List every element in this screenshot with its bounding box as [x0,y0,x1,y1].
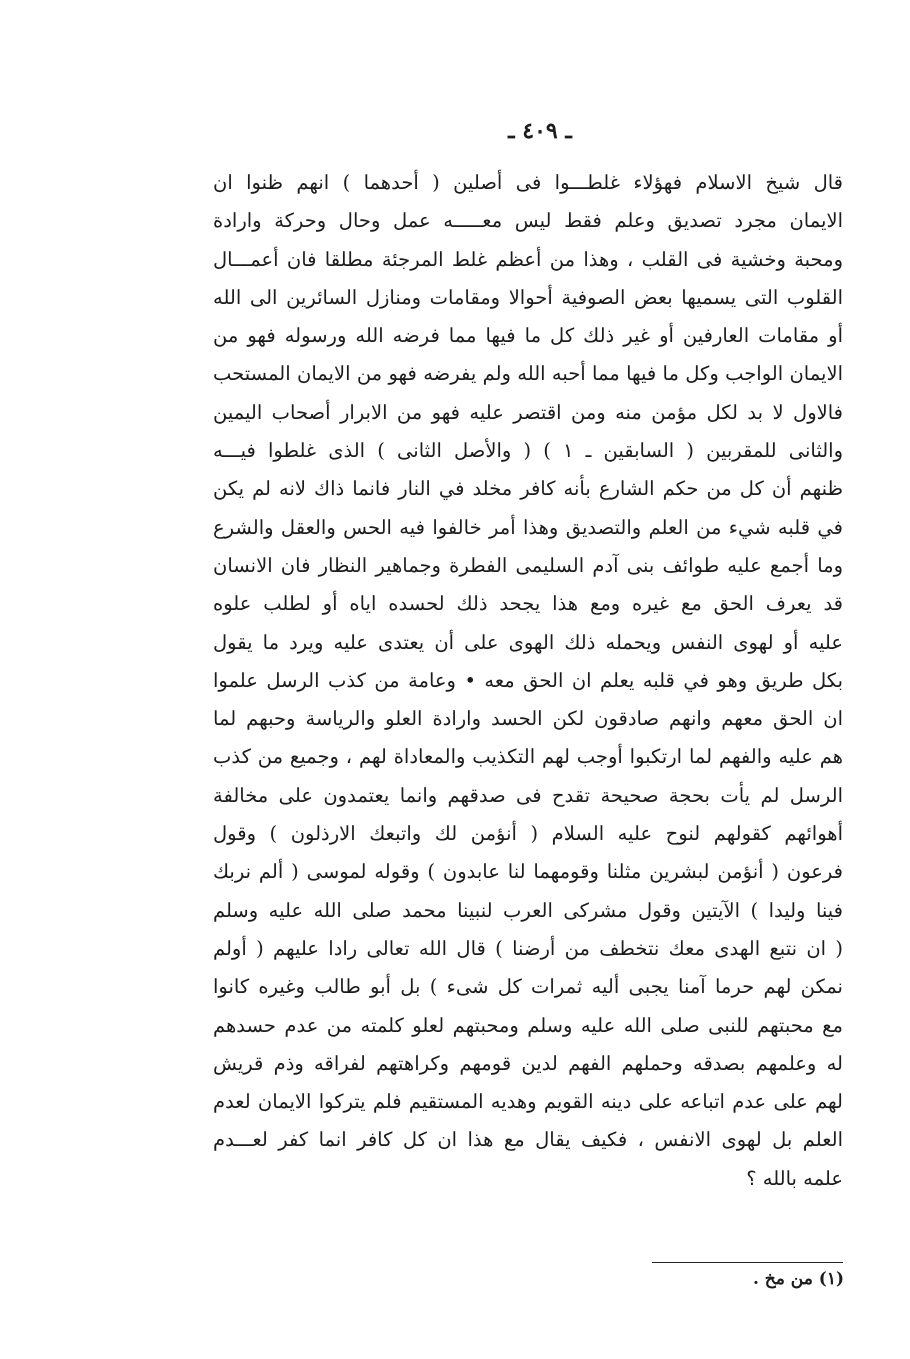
text-line: أو مقامات العارفين أو غير ذلك كل ما فيها مما فرضه الله ورسوله فهو من [213,324,843,348]
text-line: قد يعرف الحق مع غيره ومع هذا يجحد ذلك لحسده اياه أو لطلب علوه [213,592,843,616]
text-line: الايمان الواجب وكل ما فيها مما أحبه الله ولم يفرضه فهو من الايمان المستحب [213,362,843,386]
text-line: فالاول لا بد لكل مؤمن منه ومن اقتصر عليه فهو من الابرار أصحاب اليمين [213,400,843,424]
text-line: ومحبة وخشية فى القلب ، وهذا من أعظم غلط المرجئة مطلقا فان أعمـــال [213,247,843,271]
text-line: ( ان نتبع الهدى معك نتخطف من أرضنا ) قال الله تعالى رادا عليهم ( أولم [213,936,843,960]
text-line: لهم على عدم اتباعه على دينه القويم وهديه المستقيم فلم يتركوا الايمان لعدم [213,1090,843,1114]
text-line: مع محبتهم للنبى صلى الله عليه وسلم ومحبتهم لعلو كلمته من عدم حسدهم [213,1013,843,1037]
text-line: والثانى للمقربين ( السابقين ـ ١ ) ( والأصل الثانى ) الذى غلطوا فيـــه [213,439,843,463]
text-line: الرسل لم يأت بحجة صحيحة تقدح فى صدقهم وانما يعتمدون على مخالفة [213,783,843,807]
body-text [213,164,843,1198]
text-line: ظنهم أن كل من حكم الشارع بأنه كافر مخلد في النار فانما ذاك لانه لم يكن [213,477,843,501]
text-line: نمكن لهم حرما آمنا يجبى أليه ثمرات كل شىء ) بل أبو طالب وغيره كانوا [213,975,843,999]
footnote: (١) من مخ . [752,1269,844,1289]
text-line: القلوب التى يسميها بعض الصوفية أحوالا ومقامات ومنازل السائرين الى الله [213,285,843,309]
text-line: فرعون ( أنؤمن لبشرين مثلنا وقومهما لنا عابدون ) وقوله لموسى ( ألم نربك [213,860,843,884]
text-line: فينا وليدا ) الآيتين وقول مشركى العرب لنبينا محمد صلى الله عليه وسلم [213,898,843,922]
text-line: أهوائهم كقولهم لنوح عليه السلام ( أنؤمن لك واتبعك الارذلون ) وقول [213,822,843,846]
text-line: وما أجمع عليه طوائف بنى آدم السليمى الفطرة وجماهير النظار فان الانسان [213,553,843,577]
text-line-final: علمه بالله ؟ [746,1166,843,1190]
text-line: في قلبه شيء من العلم والتصديق وهذا أمر خالفوا فيه الحس والعقل والشرع [213,515,843,539]
text-line: العلم بل لهوى الانفس ، فكيف يقال مع هذا ان كل كافر انما كفر لعـــدم [213,1128,843,1152]
text-line: هم عليه والفهم لما ارتكبوا أوجب لهم التكذيب والمعاداة لهم ، وجميع من كذب [213,745,843,769]
text-line: له وعلمهم بصدقه وحملهم الفهم لدين قومهم وكراهتهم لفراقه وذم قريش [213,1051,843,1075]
footnote-divider [652,1262,843,1263]
text-line: عليه أو لهوى النفس ويحمله ذلك الهوى على أن يعتدى عليه ويرد ما يقول [213,630,843,654]
text-line: بكل طريق وهو في قلبه يعلم ان الحق معه • وعامة من كذب الرسل علموا [213,668,843,692]
text-line: ان الحق معهم وانهم صادقون لكن الحسد وارادة العلو والرياسة وحبهم لما [213,707,843,731]
text-line: الايمان مجرد تصديق وعلم فقط ليس معـــــه عمل وحال وحركة وارادة [213,209,843,233]
page-number: ـ ٤٠٩ ـ [508,118,572,144]
text-line: قال شيخ الاسلام فهؤلاء غلطـــوا فى أصلين ( أحدهما ) انهم ظنوا ان [213,171,843,194]
